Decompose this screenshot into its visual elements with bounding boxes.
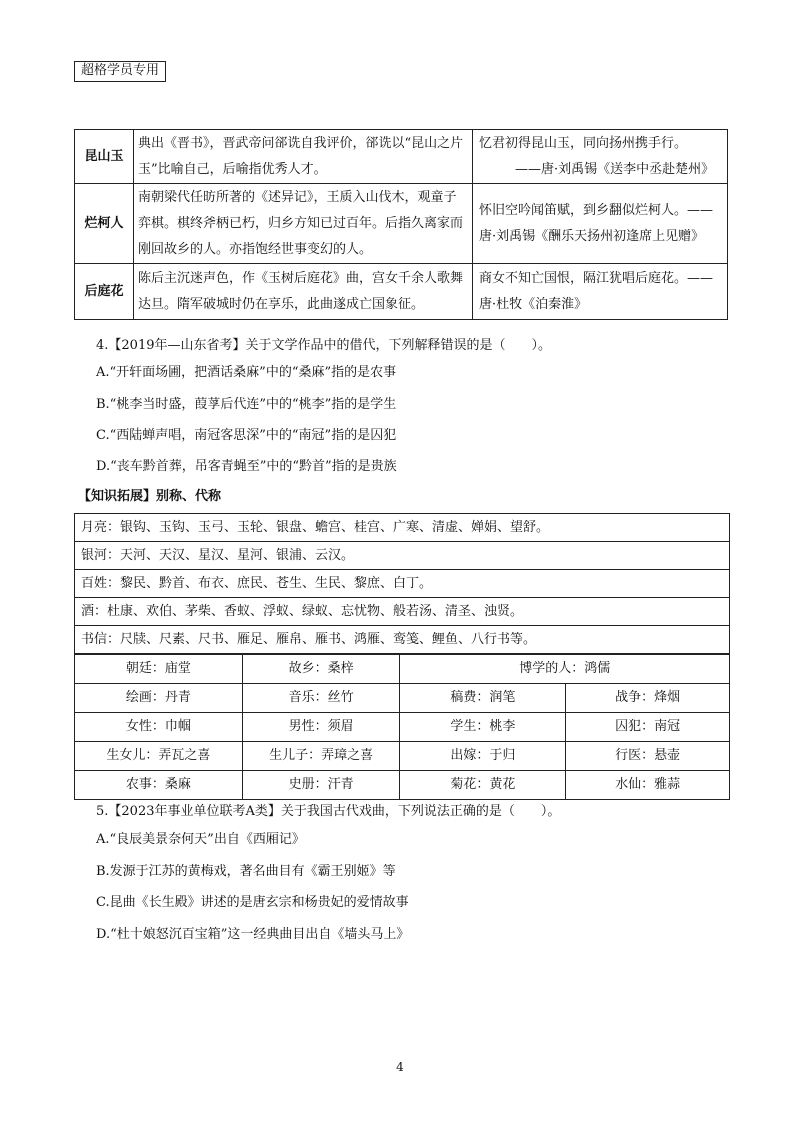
alias-item-common-people: 百姓：黎民、黔首、布衣、庶民、苍生、生民、黎庶、白丁。 [75,570,729,598]
question-4-option-a[interactable]: A.“开轩面场圃，把酒话桑麻”中的“桑麻”指的是农事 [96,365,397,380]
table-row [75,184,728,264]
page-number: 4 [396,1060,404,1074]
poem-line: 忆君初得昆山玉，同向扬州携手行。 [479,135,688,151]
pair-cell: 学生：桃李 [400,713,566,742]
idiom-description: 南朝梁代任昉所著的《述异记》，王质入山伐木，观童子弈棋。棋终斧柄已朽，归乡方知已过百年。后指久离家而刚回故乡的人。亦指饱经世事变幻的人。 [134,184,473,264]
question-5-title: 5.【2023年事业单位联考A类】关于我国古代戏曲，下列说法正确的是（ ）。 [96,804,561,819]
question-5-option-c[interactable]: C.昆曲《长生殿》讲述的是唐玄宗和杨贵妃的爱情故事 [96,895,409,910]
idiom-table [74,129,728,320]
alias-item-wine: 酒：杜康、欢伯、茅柴、香蚁、浮蚁、绿蚁、忘忧物、般若汤、清圣、浊贤。 [75,598,729,626]
pair-cell: 朝廷：庙堂 [75,655,243,684]
pair-cell: 生女儿：弄瓦之喜 [75,742,243,771]
poem-line: 怀旧空吟闻笛赋，到乡翻似烂柯人。——唐·刘禹锡《酬乐天扬州初逢席上见赠》 [479,202,714,244]
alias-pair-table [74,654,730,800]
idiom-term: 烂柯人 [75,184,134,264]
idiom-description: 陈后主沉迷声色，作《玉树后庭花》曲，宫女千余人歌舞达旦。隋军破城时仍在享乐，此曲遂成亡国象征。 [134,264,473,320]
question-5-option-a[interactable]: A.“良辰美景奈何天”出自《西厢记》 [96,832,305,847]
alias-item-moon: 月亮：银钩、玉钩、玉弓、玉轮、银盘、蟾宫、桂宫、广寒、清虚、婵娟、望舒。 [75,514,729,542]
table-row [75,713,730,742]
alias-list [74,513,730,654]
student-only-badge: 超格学员专用 [74,61,166,82]
pair-cell: 水仙：雅蒜 [566,771,730,800]
table-row [75,742,730,771]
pair-cell: 出嫁：于归 [400,742,566,771]
poem-line: 商女不知亡国恨，隔江犹唱后庭花。——唐·杜牧《泊秦淮》 [479,270,714,312]
question-4-option-c[interactable]: C.“西陆蝉声唱，南冠客思深”中的“南冠”指的是囚犯 [96,428,397,443]
idiom-description: 典出《晋书》，晋武帝问郤诜自我评价，郤诜以“昆山之片玉”比喻自己，后喻指优秀人才。 [134,130,473,184]
table-row [75,264,728,320]
table-row [75,130,728,184]
question-4-option-d[interactable]: D.“丧车黔首葬，吊客青蝇至”中的“黔首”指的是贵族 [96,459,397,474]
pair-cell: 博学的人：鸿儒 [400,655,730,684]
pair-cell: 史册：汗青 [242,771,400,800]
pair-cell: 行医：悬壶 [566,742,730,771]
pair-cell: 女性：巾帼 [75,713,243,742]
question-4-option-b[interactable]: B.“桃李当时盛，葭莩后代连”中的“桃李”指的是学生 [96,397,397,412]
idiom-term: 昆山玉 [75,130,134,184]
question-5-option-b[interactable]: B.发源于江苏的黄梅戏，著名曲目有《霸王别姬》等 [96,864,396,879]
pair-cell: 稿费：润笔 [400,684,566,713]
poem-line: ——唐·刘禹锡《送李中丞赴楚州》 [515,161,715,177]
pair-cell: 战争：烽烟 [566,684,730,713]
idiom-poem [473,130,728,184]
alias-item-milky-way: 银河：天河、天汉、星汉、星河、银浦、云汉。 [75,542,729,570]
table-row [75,655,730,684]
pair-cell: 生儿子：弄璋之喜 [242,742,400,771]
idiom-poem [473,264,728,320]
pair-cell: 农事：桑麻 [75,771,243,800]
idiom-poem [473,184,728,264]
question-5-option-d[interactable]: D.“杜十娘怒沉百宝箱”这一经典曲目出自《墙头马上》 [96,927,410,942]
pair-cell: 囚犯：南冠 [566,713,730,742]
question-4-title: 4.【2019年—山东省考】关于文学作品中的借代，下列解释错误的是（ ）。 [96,338,551,353]
pair-cell: 男性：须眉 [242,713,400,742]
pair-cell: 故乡：桑梓 [242,655,400,684]
pair-cell: 菊花：黄花 [400,771,566,800]
table-row [75,684,730,713]
table-row [75,771,730,800]
alias-item-letter: 书信：尺牍、尺素、尺书、雁足、雁帛、雁书、鸿雁、鸾笺、鲤鱼、八行书等。 [81,632,537,647]
idiom-term: 后庭花 [75,264,134,320]
knowledge-section-title: 【知识拓展】别称、代称 [78,489,222,504]
pair-cell: 音乐：丝竹 [242,684,400,713]
pair-cell: 绘画：丹青 [75,684,243,713]
